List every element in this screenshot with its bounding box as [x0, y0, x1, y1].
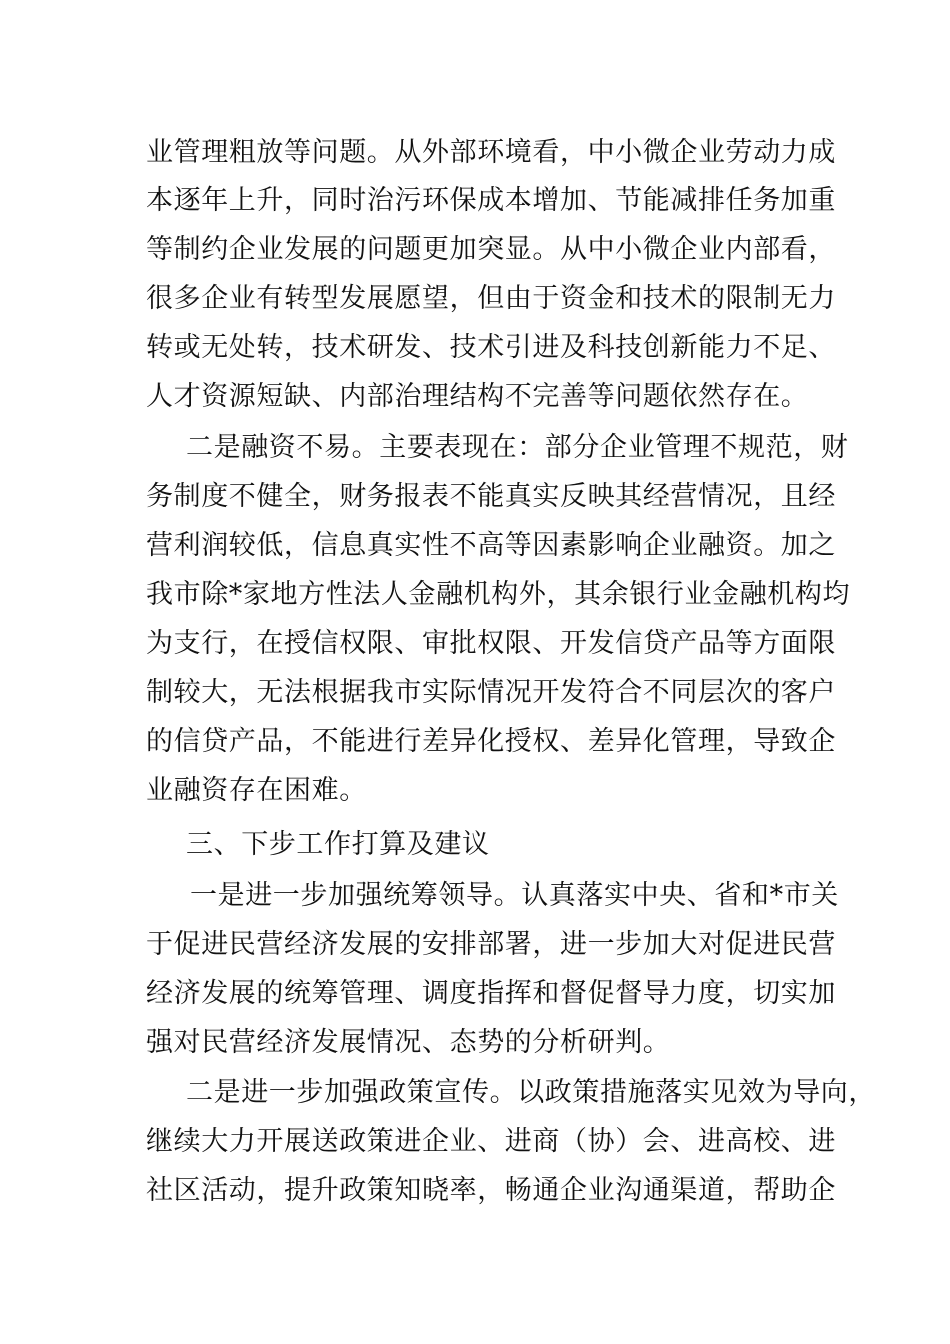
- text-line: 我市除*家地方性法人金融机构外，其余银行业金融机构均: [146, 579, 851, 610]
- text-line: 业管理粗放等问题。从外部环境看，中小微企业劳动力成: [146, 137, 836, 168]
- paragraph-start-line: 一是进一步加强统筹领导。认真落实中央、省和*市关: [190, 880, 839, 911]
- paragraph-start-line: 二是融资不易。主要表现在：部分企业管理不规范，财: [186, 432, 849, 463]
- text-line: 转或无处转，技术研发、技术引进及科技创新能力不足、: [146, 332, 836, 363]
- text-line: 等制约企业发展的问题更加突显。从中小微企业内部看，: [146, 234, 836, 265]
- section-heading: 三、下步工作打算及建议: [186, 829, 490, 860]
- text-line: 为支行，在授信权限、审批权限、开发信贷产品等方面限: [146, 628, 836, 659]
- text-line: 强对民营经济发展情况、态势的分析研判。: [146, 1027, 671, 1058]
- text-line: 社区活动，提升政策知晓率，畅通企业沟通渠道，帮助企: [146, 1175, 836, 1206]
- text-line: 经济发展的统筹管理、调度指挥和督促督导力度，切实加: [146, 978, 836, 1009]
- text-line: 继续大力开展送政策进企业、进商（协）会、进高校、进: [146, 1126, 836, 1157]
- text-line: 人才资源短缺、内部治理结构不完善等问题依然存在。: [146, 381, 809, 412]
- text-line: 的信贷产品，不能进行差异化授权、差异化管理，导致企: [146, 726, 836, 757]
- text-line: 制较大，无法根据我市实际情况开发符合不同层次的客户: [146, 677, 836, 708]
- text-line: 很多企业有转型发展愿望，但由于资金和技术的限制无力: [146, 283, 836, 314]
- text-line: 业融资存在困难。: [146, 775, 367, 806]
- text-line: 务制度不健全，财务报表不能真实反映其经营情况，且经: [146, 481, 836, 512]
- text-line: 本逐年上升，同时治污环保成本增加、节能减排任务加重: [146, 185, 836, 216]
- text-line: 营利润较低，信息真实性不高等因素影响企业融资。加之: [146, 530, 836, 561]
- text-line: 于促进民营经济发展的安排部署，进一步加大对促进民营: [146, 929, 836, 960]
- paragraph-start-line: 二是进一步加强政策宣传。以政策措施落实见效为导向，: [186, 1077, 876, 1108]
